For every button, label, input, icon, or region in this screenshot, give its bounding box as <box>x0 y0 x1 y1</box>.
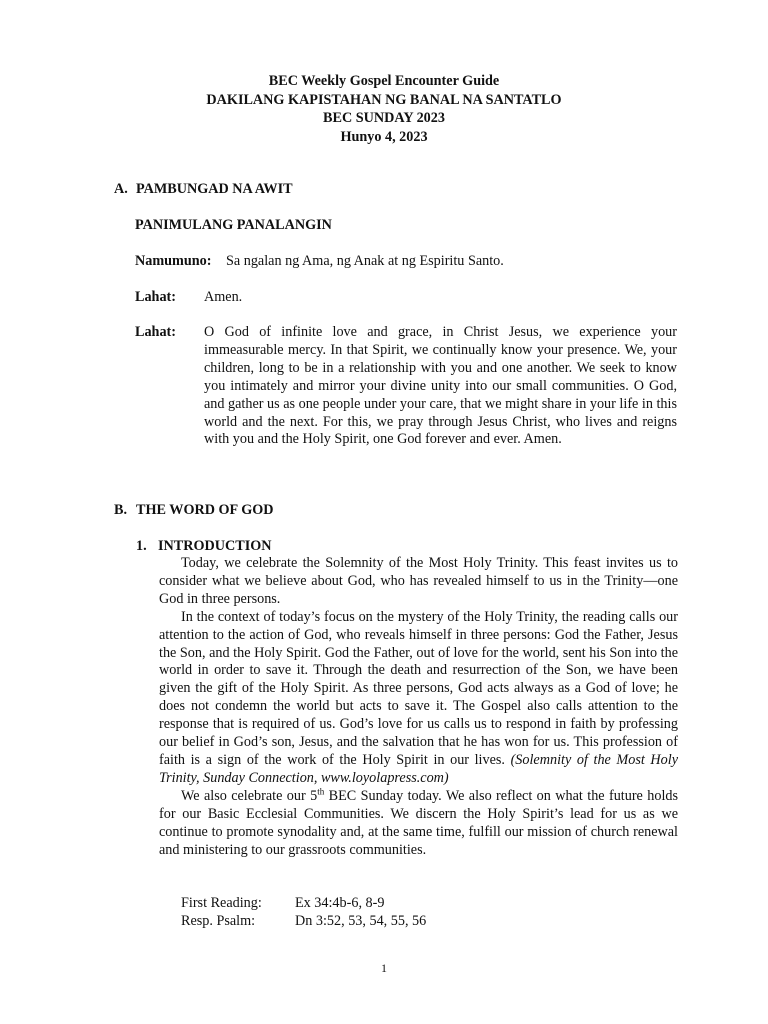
namumuno-row <box>135 253 504 271</box>
paragraph-3-start: We also celebrate our 5 <box>181 787 318 804</box>
introduction-title: INTRODUCTION <box>158 538 272 554</box>
section-a-title: PAMBUNGAD NA AWIT <box>136 181 293 197</box>
introduction-paragraph-1: Today, we celebrate the Solemnity of the Most Holy Trinity. This feast invites us to consider what we believe about God, who has revealed himself to us in the Trinity—one God in three persons. <box>159 555 678 607</box>
header-date: Hunyo 4, 2023 <box>340 128 428 145</box>
reading-value: Ex 34:4b-6, 8-9 <box>295 895 385 911</box>
lahat-amen-row <box>135 289 242 307</box>
section-a-letter: A. <box>114 181 128 197</box>
reading-row <box>181 913 426 931</box>
paragraph-3-rest: BEC Sunday today. We also reflect on what the future holds for our Basic Ecclesial Communities. We discern the Holy Spirit’s lead for us as we continue to promote synodality and, at the same time, fulfill our mission of church renewal and ministering to our grassroots communities. <box>159 787 678 858</box>
reading-label: Resp. Psalm: <box>181 913 256 929</box>
document-header <box>0 72 768 146</box>
header-bec-sunday: BEC SUNDAY 2023 <box>323 110 445 126</box>
lahat-amen-text: Amen. <box>204 289 243 305</box>
introduction-heading <box>136 538 272 556</box>
section-a-heading <box>114 181 293 199</box>
section-b-letter: B. <box>114 502 128 518</box>
page-number: 1 <box>381 961 387 975</box>
header-guide-title: BEC Weekly Gospel Encounter Guide <box>268 73 500 89</box>
reading-value: Dn 3:52, 53, 54, 55, 56 <box>295 913 427 929</box>
lahat-label: Lahat: <box>135 289 176 305</box>
section-b-heading <box>114 502 274 520</box>
reading-label: First Reading: <box>181 895 262 911</box>
introduction-body <box>159 555 678 859</box>
introduction-number: 1. <box>136 538 147 554</box>
opening-prayer-text: O God of infinite love and grace, in Christ Jesus, we experience your immeasurable mercy. In that Spirit, we continually know your presence. We, your children, long to be in a relationship with you and one another. We seek to know you intimately and mirror your divine unity into our small communities. O God, and gather us as one people under your care, that we might share in your life in this world and the next. For this, we pray through Jesus Christ, who lives and reigns with you and the Holy Spirit, one God forever and ever. Amen. <box>204 324 677 448</box>
section-b-title: THE WORD OF GOD <box>136 502 274 518</box>
namumuno-text: Sa ngalan ng Ama, ng Anak at ng Espiritu Santo. <box>226 253 504 269</box>
lahat-label: Lahat: <box>135 324 176 340</box>
readings-list <box>181 895 426 931</box>
lahat-prayer-label-row <box>135 324 176 342</box>
header-feast-title: DAKILANG KAPISTAHAN NG BANAL NA SANTATLO <box>206 91 562 108</box>
ordinal-suffix: th <box>317 786 325 797</box>
namumuno-label: Namumuno: <box>135 253 212 269</box>
source-citation: (Solemnity of the Most Holy Trinity, Sunday Connection, www.loyolapress.com) <box>159 751 678 786</box>
reading-row <box>181 895 426 913</box>
section-a-subtitle: PANIMULANG PANALANGIN <box>135 217 332 233</box>
introduction-paragraph-2-text: In the context of today’s focus on the mystery of the Holy Trinity, the reading calls our attention to the action of God, who reveals himself in three persons: God the Father, Jesus the Son, and the Holy Spirit. God the Father, out of love for the world, sent his Son into the world in order to save it. Through the death and resurrection of the Son, we have been given the gift of the Holy Spirit. As three persons, God acts always as a God of love; he does not condemn the world but acts to save it. The Gospel also calls attention to the response that is required of us. God’s love for us calls us to respond in faith by professing our belief in God’s son, Jesus, and the salvation that he has won for us. This profession of faith is a sign of the work of the Holy Spirit in our lives. <box>159 608 678 768</box>
introduction-paragraph-3 <box>159 788 678 860</box>
introduction-paragraph-2 <box>159 609 678 788</box>
